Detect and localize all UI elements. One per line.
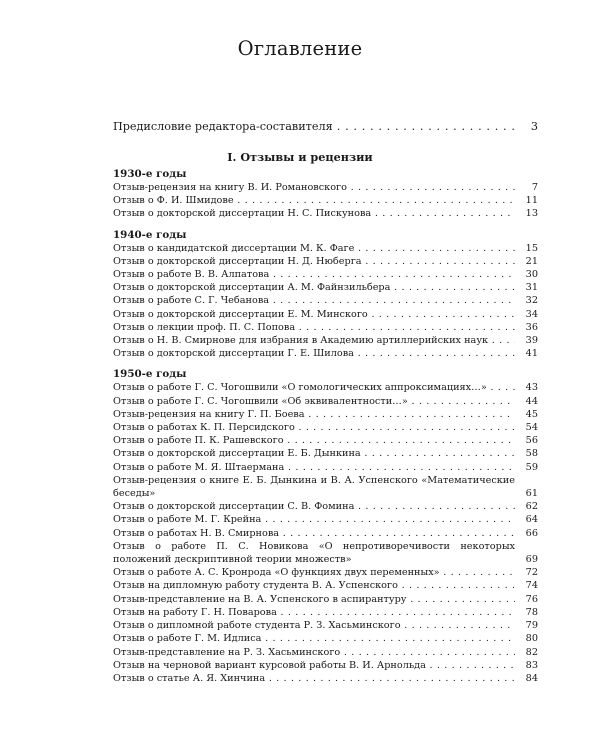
entry-title: Отзыв-рецензия на книгу Г. П. Боева . . .	[113, 408, 515, 421]
entry-title: Отзыв о работе Г. С. Чогошвили «О гомологических аппроксимациях…» . . .	[113, 381, 515, 394]
entry-page: 3	[530, 120, 538, 133]
entry-page: 11	[525, 195, 538, 207]
toc-entry[interactable]	[113, 294, 538, 307]
toc-entry[interactable]	[113, 381, 538, 394]
entry-title: Отзыв о Ф. И. Шмидове . . .	[113, 194, 515, 207]
part-heading: I. Отзывы и рецензии	[227, 150, 373, 164]
entry-page: 43	[525, 382, 538, 394]
toc-entry[interactable]	[113, 606, 538, 619]
entry-title: Отзыв о докторской диссертации С. В. Фомина . . .	[113, 500, 515, 513]
entry-page: 41	[525, 348, 538, 360]
toc-entry[interactable]	[113, 408, 538, 421]
entry-page: 80	[525, 633, 538, 645]
entry-title: Отзыв на дипломную работу студента В. А. Успенского . . .	[113, 579, 515, 592]
section-title: 1940-е годы	[113, 228, 187, 241]
toc-entry[interactable]	[113, 242, 538, 255]
toc-entry[interactable]	[113, 500, 538, 513]
entry-page: 34	[525, 308, 538, 320]
entry-page: 61	[525, 488, 538, 500]
toc-entry[interactable]	[113, 281, 538, 294]
entry-page: 78	[525, 606, 538, 618]
page-title: Оглавление	[237, 37, 363, 60]
entry-page: 62	[525, 501, 538, 513]
entry-page: 83	[525, 659, 538, 671]
entry-title: Отзыв-представление на В. А. Успенского в аспирантуру . . .	[113, 593, 515, 606]
toc-entry[interactable]	[113, 207, 538, 220]
entry-page: 82	[525, 646, 538, 658]
entry-title: Отзыв о работе В. В. Алпатова . . .	[113, 268, 515, 281]
entry-title: Отзыв о работах Н. В. Смирнова . . .	[113, 527, 515, 540]
entry-page: 84	[525, 672, 538, 684]
toc-entry[interactable]	[113, 513, 538, 526]
entry-page: 66	[525, 527, 538, 539]
entry-page: 15	[525, 242, 538, 254]
entry-title: Отзыв-представление на Р. З. Хасьминского . . .	[113, 646, 515, 659]
toc-entry[interactable]	[113, 255, 538, 268]
entry-page: 21	[525, 255, 538, 267]
toc-entry[interactable]	[113, 659, 538, 672]
entry-title: Отзыв о работе Г. С. Чогошвили «Об эквивалентности…» . . .	[113, 395, 515, 408]
toc-entry[interactable]	[113, 447, 538, 460]
entry-page: 72	[525, 567, 538, 579]
toc-section	[113, 229, 538, 361]
entry-title: Отзыв о докторской диссертации Н. С. Пискунова . . .	[113, 207, 515, 220]
toc-entry[interactable]	[113, 308, 538, 321]
entry-page: 64	[525, 514, 538, 526]
toc-entry[interactable]	[113, 619, 538, 632]
entry-page: 76	[525, 593, 538, 605]
entry-title: Отзыв о докторской диссертации Е. М. Минского . . .	[113, 308, 515, 321]
toc-entry[interactable]	[113, 527, 538, 540]
toc-entry[interactable]	[113, 566, 538, 579]
toc-entry[interactable]	[113, 334, 538, 347]
entry-title: Отзыв-рецензия о книге Е. Б. Дынкина и В. А. Успенского «Математические беседы»	[113, 474, 515, 500]
entry-page: 44	[525, 395, 538, 407]
entry-page: 39	[525, 335, 538, 347]
entry-page: 56	[525, 435, 538, 447]
toc-entry[interactable]	[113, 632, 538, 645]
entry-title: Отзыв о работе С. Г. Чебанова . . .	[113, 294, 515, 307]
toc-entry[interactable]	[113, 181, 538, 194]
entry-page: 69	[525, 554, 538, 566]
entry-title: Отзыв на работу Г. Н. Поварова . . .	[113, 606, 515, 619]
entry-title: Отзыв на черновой вариант курсовой работы В. И. Арнольда . . .	[113, 659, 515, 672]
toc-entry[interactable]	[113, 421, 538, 434]
toc-entry[interactable]	[113, 194, 538, 207]
entry-page: 58	[525, 448, 538, 460]
section-title: 1950-е годы	[113, 368, 187, 381]
toc-entry[interactable]	[113, 672, 538, 685]
entry-page: 54	[525, 422, 538, 434]
entry-title: Отзыв о работе П. С. Новикова «О непротиворечивости некоторых положений дескриптивной теории множеств»	[113, 540, 515, 566]
toc-entry[interactable]	[113, 268, 538, 281]
entry-title: Отзыв о лекции проф. П. С. Попова . . .	[113, 321, 515, 334]
entry-page: 45	[525, 408, 538, 420]
entry-page: 32	[525, 295, 538, 307]
entry-title: Отзыв о кандидатской диссертации М. К. Фаге . . .	[113, 242, 515, 255]
toc-sections	[113, 168, 538, 685]
entry-page: 7	[531, 182, 538, 193]
toc-entry[interactable]	[113, 646, 538, 659]
entry-page: 30	[525, 269, 538, 281]
toc-entry[interactable]	[113, 540, 538, 566]
entry-title: Отзыв о статье А. Я. Хинчина . . .	[113, 672, 515, 685]
entry-title: Отзыв о докторской диссертации Н. Д. Нюберга . . .	[113, 255, 515, 268]
entry-page: 79	[525, 620, 538, 632]
toc-entry[interactable]	[113, 579, 538, 592]
toc-entry[interactable]	[113, 593, 538, 606]
section-title: 1930-е годы	[113, 168, 187, 180]
entry-title: Отзыв о работе П. К. Рашевского . . .	[113, 434, 515, 447]
entry-title: Отзыв о докторской диссертации А. М. Файнзильбера . . .	[113, 281, 515, 294]
toc-entry[interactable]	[113, 395, 538, 408]
entry-title: Отзыв о докторской диссертации Г. Е. Шилова . . .	[113, 347, 515, 360]
entry-title: Отзыв о докторской диссертации Е. Б. Дынкина . . .	[113, 447, 515, 460]
entry-title: Отзыв о работе М. Я. Штаермана . . .	[113, 461, 515, 474]
entry-page: 31	[525, 282, 538, 294]
entry-page: 74	[525, 580, 538, 592]
entry-title: Отзыв о работах К. П. Персидского . . .	[113, 421, 515, 434]
entry-title: Отзыв о работе Г. М. Идлиса . . .	[113, 632, 515, 645]
toc-section	[113, 168, 538, 221]
entry-page: 36	[525, 321, 538, 333]
entry-title: Отзыв о дипломной работе студента Р. З. Хасьминского . . .	[113, 619, 515, 632]
entry-title: Отзыв о Н. В. Смирнове для избрания в Академию артиллерийских наук . . .	[113, 334, 515, 347]
entry-page: 13	[525, 208, 538, 220]
toc-entry[interactable]	[113, 347, 538, 360]
toc-entry[interactable]	[113, 434, 538, 447]
entry-title: Отзыв о работе М. Г. Крейна . . .	[113, 513, 515, 526]
toc-section	[113, 368, 538, 685]
entry-title: Отзыв-рецензия на книгу В. И. Романовского . . .	[113, 181, 515, 194]
toc-entry-preface[interactable]	[113, 120, 538, 134]
toc-entry[interactable]	[113, 474, 538, 500]
toc-entry[interactable]	[113, 461, 538, 474]
entry-title: Предисловие редактора-составителя . . .	[113, 120, 515, 134]
toc-entry[interactable]	[113, 321, 538, 334]
entry-title: Отзыв о работе А. С. Кронрода «О функциях двух переменных» . . .	[113, 566, 515, 579]
entry-page: 59	[525, 461, 538, 473]
